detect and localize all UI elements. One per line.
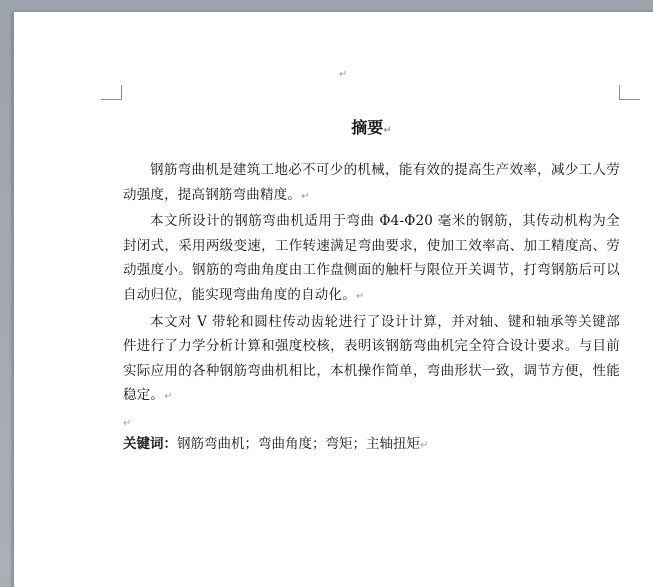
keywords-line[interactable] [123,432,620,458]
abstract-title: 摘要 [351,118,384,137]
paragraph-text: 钢筋弯曲机是建筑工地必不可少的机械，能有效的提高生产效率，减少工人劳动强度，提高钢筋弯曲精度。 [123,162,620,203]
abstract-heading[interactable] [123,116,620,143]
abstract-paragraph-1[interactable] [123,158,620,209]
abstract-paragraph-3[interactable] [123,310,620,410]
paragraph-text: 本文对 V 带轮和圆柱传动齿轮进行了设计计算，并对轴、键和轴承等关键部件进行了力学分析计算和强度校核，表明该钢筋弯曲机完全符合设计要求。与目前实际应用的各种钢筋弯曲机相比，本机操作简单，弯曲形状一致，调节方便，性能稳定。 [123,313,620,404]
paragraph-mark: ↵ [339,69,348,80]
keywords-label: 关键词： [123,435,177,452]
document-body[interactable] [123,116,620,458]
paragraph-mark: ↵ [420,439,429,451]
paragraph-mark: ↵ [383,125,392,136]
paragraph-mark: ↵ [123,417,132,429]
margin-corner-mark-left [101,85,122,100]
paragraph-text: 本文所设计的钢筋弯曲机适用于弯曲 Φ4-Φ20 毫米的钢筋，其传动机构为全封闭式，采用两级变速，工作转速满足弯曲要求，使加工效率高、加工精度高、劳动强度小。钢筋的弯曲角度由工作盘侧面的触杆与限位开关调节，打弯钢筋后可以自动归位，能实现弯曲角度的自动化。 [123,213,620,303]
paragraph-mark: ↵ [355,290,365,302]
keywords-text: 钢筋弯曲机；弯曲角度；弯矩；主轴扭矩 [177,435,420,452]
empty-paragraph[interactable] [123,410,620,432]
abstract-paragraph-2[interactable] [123,209,620,309]
margin-corner-mark-right [619,85,640,100]
paragraph-mark: ↵ [301,190,310,202]
document-page[interactable] [14,12,653,587]
paragraph-mark: ↵ [164,391,173,403]
